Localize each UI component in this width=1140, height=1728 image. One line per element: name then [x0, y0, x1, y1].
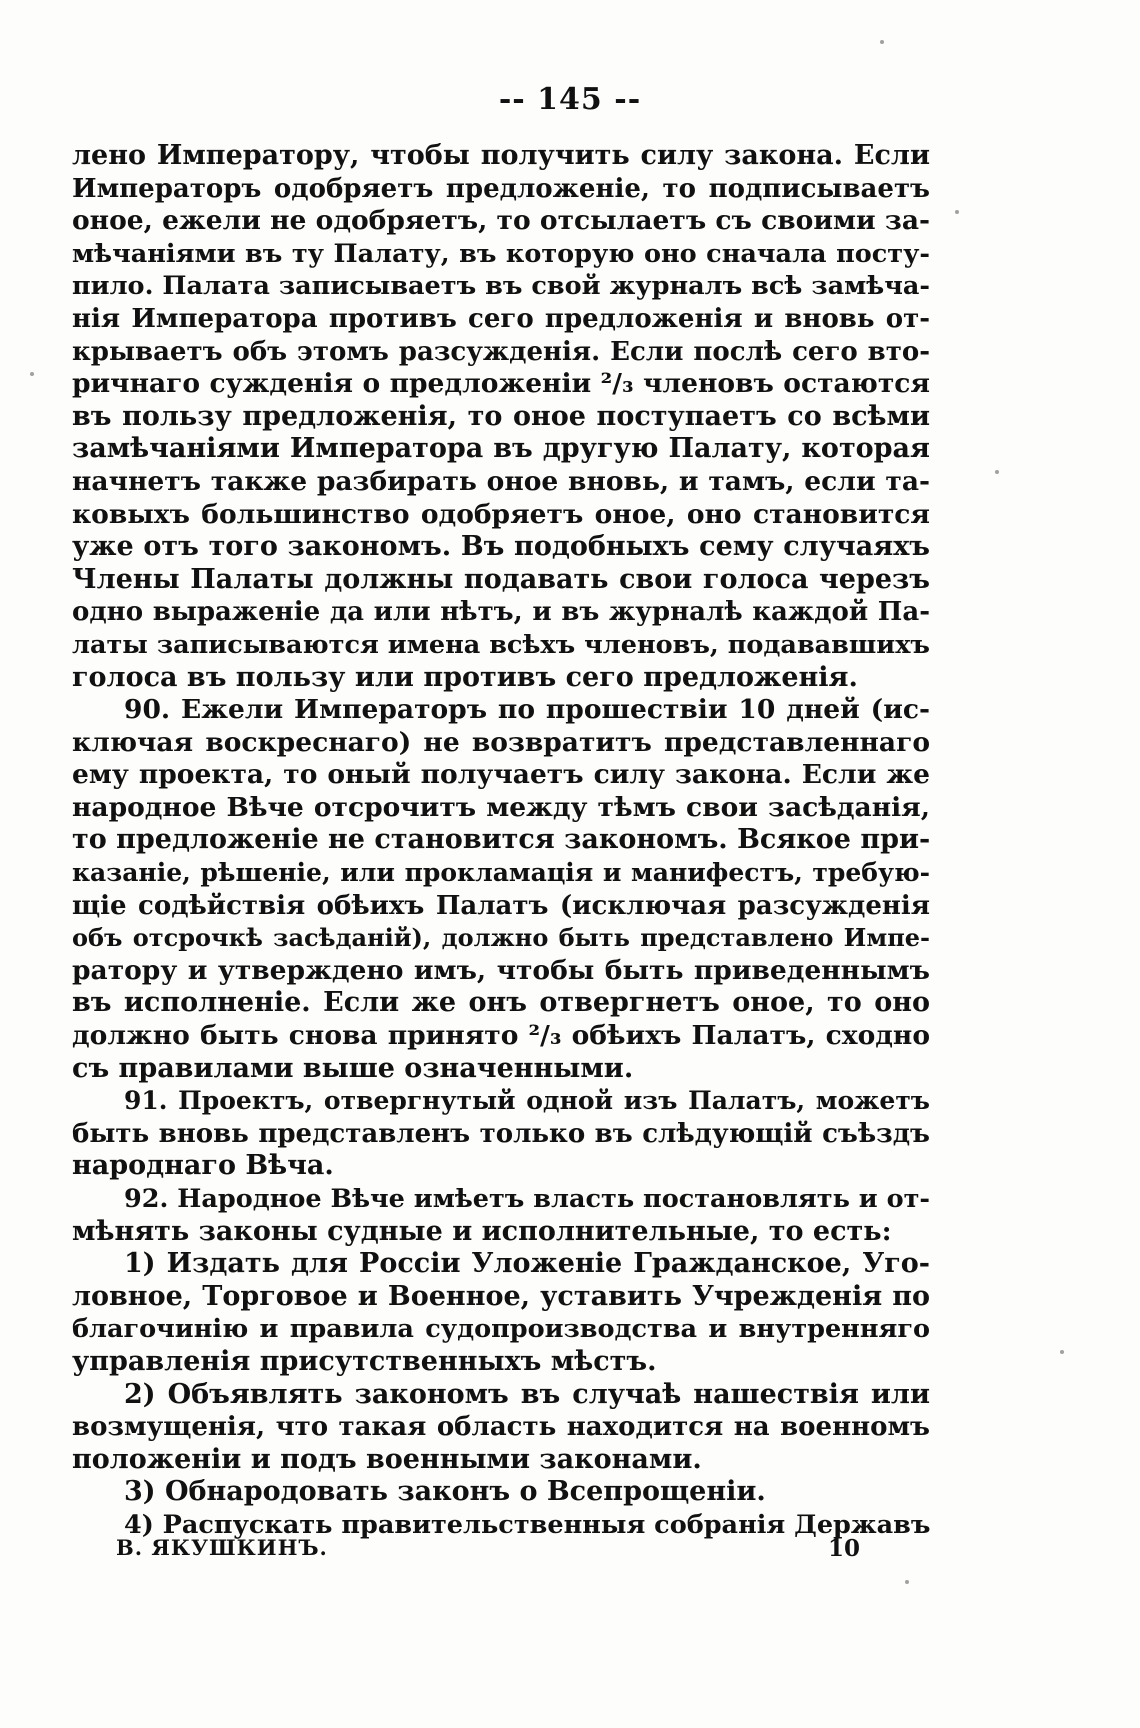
text-line: щіе содѣйствія обѣихъ Палатъ (исключая разсужденія: [72, 890, 930, 921]
text-line: съ правилами выше означенными.: [72, 1052, 634, 1084]
scan-speck: [880, 40, 884, 44]
text-line: въ исполненіе. Если же онъ отвергнетъ оное, то оно: [72, 987, 930, 1019]
text-line: оное, ежели не одобряетъ, то отсылаетъ съ своими за-: [72, 205, 930, 237]
text-line: ключая воскреснаго) не возвратитъ представленнаго: [72, 726, 930, 758]
text-line: латы записываются имена всѣхъ членовъ, подававшихъ: [72, 629, 930, 660]
text-line: нія Императора противъ сего предложенія и вновь от-: [72, 303, 930, 334]
text-line: должно быть снова принято ²/₃ обѣихъ Палатъ, сходно: [72, 1020, 930, 1052]
scan-speck: [1060, 1350, 1064, 1354]
page-number: -- 145 --: [498, 82, 642, 117]
scan-speck: [995, 470, 999, 474]
text-line: пило. Палата записываетъ въ свой журналъ всѣ замѣча-: [72, 271, 930, 302]
body-text: [72, 140, 930, 1542]
printer-signature: В. ЯКУШКИНЪ.: [116, 1535, 328, 1560]
text-line: мѣчаніями въ ту Палату, въ которую оно сначала посту-: [72, 238, 930, 269]
text-line: 1) Издать для Россіи Уложеніе Гражданское, Уго-: [124, 1248, 930, 1280]
page-footer: [72, 1535, 930, 1575]
text-line: замѣчаніями Императора въ другую Палату, которая: [72, 433, 930, 465]
text-line: одно выраженіе да или нѣтъ, и въ журналѣ каждой Па-: [72, 597, 930, 628]
text-line: возмущенія, что такая область находится на военномъ: [72, 1412, 930, 1443]
text-line: Члены Палаты должны подавать свои голоса черезъ: [72, 563, 930, 595]
text-line: 90. Ежели Императоръ по прошествіи 10 дней (ис-: [124, 694, 930, 726]
text-line: быть вновь представленъ только въ слѣдующій съѣздъ: [72, 1118, 930, 1149]
sheet-number: 10: [828, 1535, 861, 1562]
text-line: крываетъ объ этомъ разсужденія. Если послѣ сего вто-: [72, 336, 930, 367]
text-line: благочинію и правила судопроизводства и внутренняго: [72, 1314, 930, 1345]
text-line: народнаго Вѣча.: [72, 1150, 334, 1182]
text-line: положеніи и подъ военными законами.: [72, 1443, 702, 1475]
scan-speck: [30, 372, 34, 376]
text-line: уже отъ того закономъ. Въ подобныхъ сему случаяхъ: [72, 531, 930, 563]
text-line: 3) Обнародовать законъ о Всепрощеніи.: [124, 1476, 766, 1508]
text-line: начнетъ также разбирать оное вновь, и тамъ, если та-: [72, 465, 930, 497]
text-line: ему проекта, то оный получаетъ силу закона. Если же: [72, 759, 930, 791]
text-line: ловное, Торговое и Военное, уставить Учрежденія по: [72, 1280, 930, 1312]
text-line: то предложеніе не становится закономъ. Всякое при-: [72, 824, 930, 856]
text-line: въ пользу предложенія, то оное поступаетъ со всѣми: [72, 400, 930, 432]
text-line: 91. Проектъ, отвергнутый одной изъ Палатъ, можетъ: [124, 1086, 930, 1116]
scan-speck: [905, 1580, 909, 1584]
text-line: народное Вѣче отсрочитъ между тѣмъ свои засѣданія,: [72, 791, 930, 823]
text-line: ратору и утверждено имъ, чтобы быть приведеннымъ: [72, 954, 930, 986]
text-line: объ отсрочкѣ засѣданій), должно быть представлено Импе-: [72, 923, 930, 953]
text-line: Императоръ одобряетъ предложеніе, то подписываетъ: [72, 173, 930, 204]
text-line: казаніе, рѣшеніе, или прокламація и манифестъ, требую-: [72, 858, 930, 888]
text-line: лено Императору, чтобы получить силу закона. Если: [72, 140, 930, 171]
text-line: голоса въ пользу или противъ сего предложенія.: [72, 661, 858, 693]
text-line: управленія присутственныхъ мѣстъ.: [72, 1345, 657, 1377]
scan-speck: [955, 210, 959, 214]
text-line: 4) Распускать правительственныя собранія Державъ: [124, 1509, 930, 1540]
text-line: 92. Народное Вѣче имѣетъ власть постановлять и от-: [124, 1184, 930, 1214]
text-line: ричнаго сужденія о предложеніи ²/₃ членовъ остаются: [72, 368, 930, 400]
text-line: 2) Объявлять закономъ въ случаѣ нашествія или: [124, 1378, 930, 1410]
text-line: мѣнять законы судные и исполнительные, то есть:: [72, 1215, 892, 1247]
text-line: ковыхъ большинство одобряетъ оное, оно становится: [72, 498, 930, 530]
